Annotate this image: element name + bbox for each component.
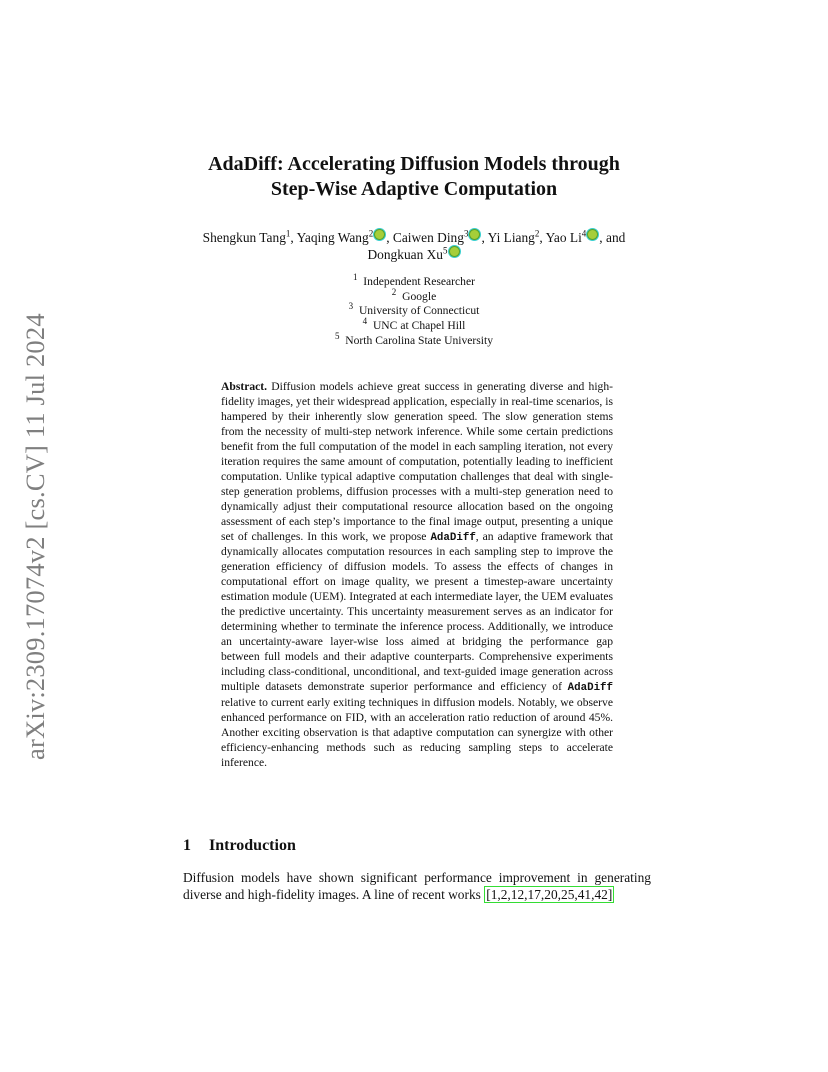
title-line-1: AdaDiff: Accelerating Diffusion Models through: [208, 153, 620, 175]
author-affil-mark: 3: [463, 228, 469, 239]
section-number: 1: [183, 837, 191, 854]
affiliation-name: North Carolina State University: [345, 333, 494, 347]
affiliation: [260, 301, 568, 319]
abstract-text: , an adaptive framework that dynamically allocates computation resources in each sampling step to improve the generation efficiency of diffusion models. To assess the effects of changes in computational effort on image quality, we present a timestep-aware uncertainty estimation module (UEM). Integrated at each intermediate layer, the UEM evaluates the predictive uncertainty. This uncertainty measurement serves as an indicator for determining whether to terminate the inference process. Additionally, we introduce an uncertainty-aware layer-wise loss aimed at bridging the performance gap between full models and their adaptive counterparts. Comprehensive experiments including class-conditional, unconditional, and text-guided image generation across multiple datasets demonstrate superior performance and efficiency of: [221, 529, 614, 694]
author-name: Caiwen Ding: [392, 230, 464, 245]
affiliation: [260, 316, 568, 334]
author-affil-mark: 2: [534, 228, 540, 239]
author-name: Yao Li: [545, 230, 582, 245]
affiliation-list: [260, 272, 568, 349]
affiliation-number: 4: [362, 316, 368, 327]
intro-text: Diffusion models have shown significant performance improvement in generating diverse and high-fidelity images. A line of recent works: [183, 870, 651, 902]
section-heading: [183, 836, 643, 856]
arxiv-identifier: arXiv:2309.17074v2 [cs.CV] 11 Jul 2024: [20, 313, 50, 760]
author-name: Shengkun Tang: [202, 230, 286, 245]
author-affil-mark: 1: [285, 228, 291, 239]
intro-paragraph: [183, 869, 651, 903]
affiliation-number: 2: [391, 286, 397, 297]
author-name: Yaqing Wang: [296, 230, 369, 245]
citation-link[interactable]: [1,2,12,17,20,25,41,42]: [486, 887, 613, 902]
abstract: [221, 380, 613, 771]
affiliation-number: 3: [348, 301, 354, 312]
affiliation-number: 5: [334, 330, 340, 341]
abstract-text: Diffusion models achieve great success in generating diverse and high-fidelity images, yet their widespread application, especially in real-time scenarios, is hampered by their inherently slow generation speed. The slow generation stems from the necessity of multi-step network inference. While some certain predictions benefit from the full computation of the model in each sampling iteration, not every iteration requires the same amount of computation, potentially leading to inefficient computation. Unlike typical adaptive computation challenges that deal with single-step generation problems, diffusion processes with a multi-step generation need to dynamically adjust their computational resource allocation based on the ongoing assessment of each step’s importance to the final image output, presenting a unique set of challenges. In this work, we propose: [221, 380, 613, 543]
affiliation: [260, 272, 568, 290]
author-affil-mark: 5: [443, 245, 448, 256]
author-affil-mark: 4: [581, 228, 587, 239]
orcid-icon[interactable]: [587, 229, 598, 240]
author-name: Dongkuan Xu: [367, 247, 443, 262]
orcid-icon[interactable]: [469, 229, 480, 240]
abstract-text: relative to current early exiting techniques in diffusion models. Notably, we observe enhanced performance on FID, with an acceleration ratio reduction of around 45%. Another exciting observation is that adaptive computation can synergize with other efficiency-enhancing methods such as reducing sampling steps to accelerate inference.: [221, 696, 613, 769]
affiliation-number: 1: [353, 272, 358, 283]
method-name: AdaDiff: [430, 531, 476, 544]
method-name: AdaDiff: [567, 682, 614, 695]
affiliation-name: Google: [402, 289, 437, 303]
section-title: Introduction: [209, 837, 296, 854]
author-list: Shengkun Tang$^1$, Yaqing Wang$^2$ , Caiwen Ding$^3$ , Yi Liang$^2$, Yao Li$^4$ , and Dongkuan Xu$^5$: [202, 228, 626, 262]
paper-title: [160, 152, 668, 202]
affiliation-name: UNC at Chapel Hill: [372, 319, 466, 333]
abstract-label: Abstract.: [221, 380, 268, 393]
author-conjunction: and: [606, 230, 626, 245]
author-name: Yi Liang: [487, 230, 535, 245]
title-line-2: Step-Wise Adaptive Computation: [270, 178, 558, 200]
affiliation: [260, 286, 568, 305]
affiliation: [260, 330, 568, 349]
author-affil-mark: 2: [368, 228, 374, 239]
orcid-icon[interactable]: [449, 246, 460, 257]
orcid-icon[interactable]: [374, 229, 385, 240]
affiliation-name: University of Connecticut: [358, 304, 480, 318]
affiliation-name: Independent Researcher: [363, 275, 475, 288]
